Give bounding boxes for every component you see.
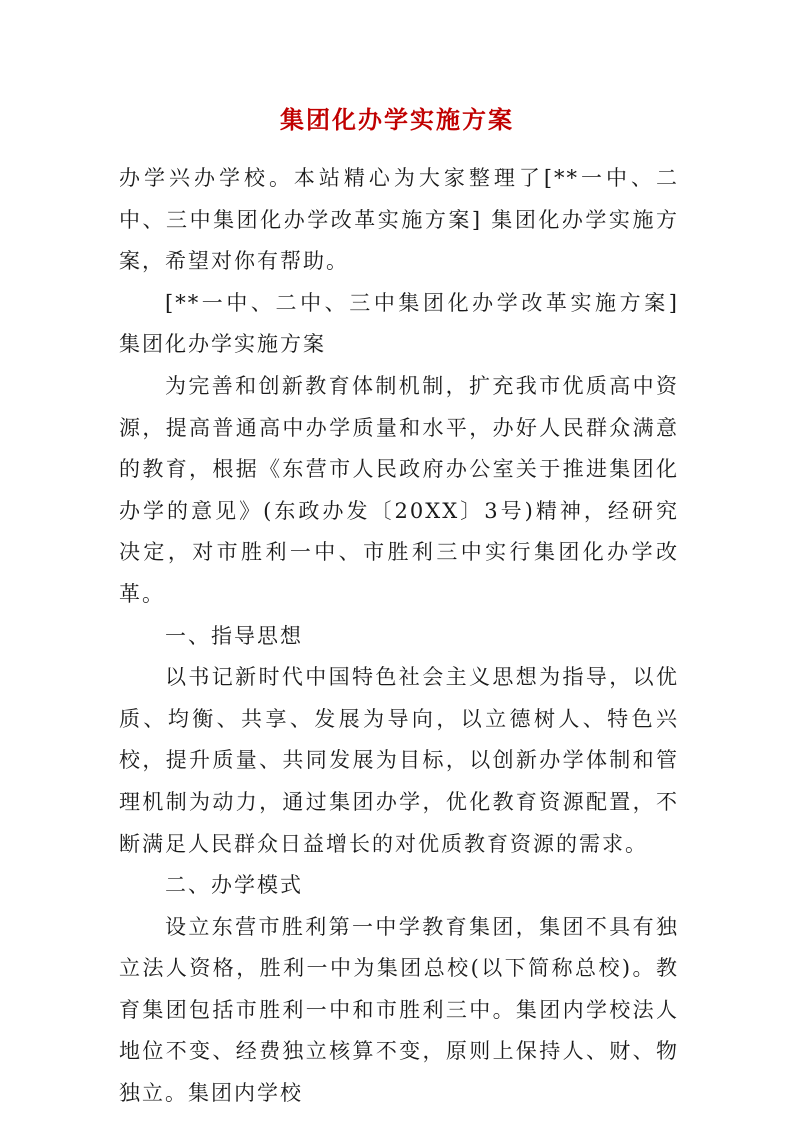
paragraph-heading-plan: [**一中、二中、三中集团化办学改革实施方案] 集团化办学实施方案 <box>119 290 679 357</box>
section-heading-guiding-ideology: 一、指导思想 <box>165 623 303 648</box>
document-title: 集团化办学实施方案 <box>280 105 514 134</box>
document-body <box>119 158 679 1115</box>
paragraph-intro: 办学兴办学校。本站精心为大家整理了[**一中、二中、三中集团化办学改革实施方案] 集团化办学实施方案，希望对你有帮助。 <box>119 166 679 274</box>
paragraph-purpose: 为完善和创新教育体制机制，扩充我市优质高中资源，提高普通高中办学质量和水平，办好人民群众满意的教育，根据《东营市人民政府办公室关于推进集团化办学的意见》(东政办发〔20XX〕3号)精神，经研究决定，对市胜利一中、市胜利三中实行集团化办学改革。 <box>119 373 679 606</box>
paragraph-school-model: 设立东营市胜利第一中学教育集团，集团不具有独立法人资格，胜利一中为集团总校(以下简称总校)。教育集团包括市胜利一中和市胜利三中。集团内学校法人地位不变、经费独立核算不变，原则上保持人、财、物独立。集团内学校 <box>119 914 679 1106</box>
paragraph-guiding-ideology: 以书记新时代中国特色社会主义思想为指导，以优质、均衡、共享、发展为导向，以立德树人、特色兴校，提升质量、共同发展为目标，以创新办学体制和管理机制为动力，通过集团办学，优化教育资源配置，不断满足人民群众日益增长的对优质教育资源的需求。 <box>119 665 679 856</box>
section-heading-school-model: 二、办学模式 <box>165 873 303 898</box>
